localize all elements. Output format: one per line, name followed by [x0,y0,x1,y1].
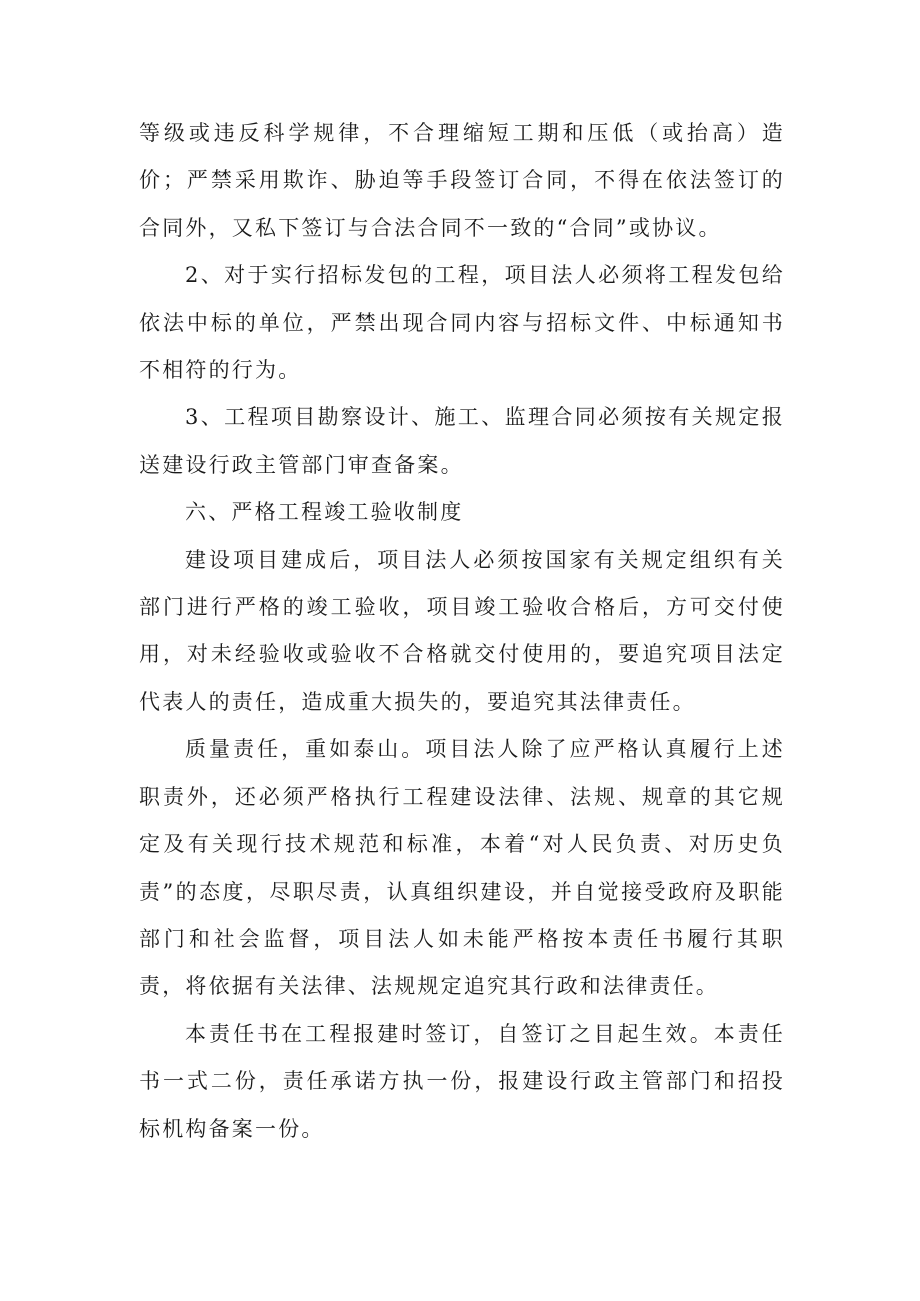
paragraph-acceptance: 建设项目建成后，项目法人必须按国家有关规定组织有关部门进行严格的竣工验收，项目竣工验收合格后，方可交付使用，对未经验收或验收不合格就交付使用的，要追究项目法定代表人的责任，造成重大损失的，要追究其法律责任。 [139,547,785,714]
paragraph-continuation: 等级或违反科学规律，不合理缩短工期和压低（或抬高）造价；严禁采用欺诈、胁迫等手段签订合同，不得在依法签订的合同外，又私下签订与合法合同不一致的“合同”或协议。 [139,121,785,240]
document-body [139,110,785,1153]
paragraph-quality-responsibility: 质量责任，重如泰山。项目法人除了应严格认真履行上述职责外，还必须严格执行工程建设法律、法规、规章的其它规定及有关现行技术规范和标准，本着“对人民负责、对历史负责”的态度，尽职尽责，认真组织建设，并自觉接受政府及职能部门和社会监督，项目法人如未能严格按本责任书履行其职责，将依据有关法律、法规规定追究其行政和法律责任。 [139,737,785,999]
paragraph-clause-2: 2、对于实行招标发包的工程，项目法人必须将工程发包给依法中标的单位，严禁出现合同内容与招标文件、中标通知书不相符的行为。 [139,263,785,383]
paragraph-effectiveness: 本责任书在工程报建时签订，自签订之目起生效。本责任书一式二份，责任承诺方执一份，报建设行政主管部门和招投标机构备案一份。 [139,1021,785,1141]
paragraph-clause-3: 3、工程项目勘察设计、施工、监理合同必须按有关规定报送建设行政主管部门审查备案。 [139,405,785,477]
section-heading-6: 六、严格工程竣工验收制度 [185,500,464,525]
